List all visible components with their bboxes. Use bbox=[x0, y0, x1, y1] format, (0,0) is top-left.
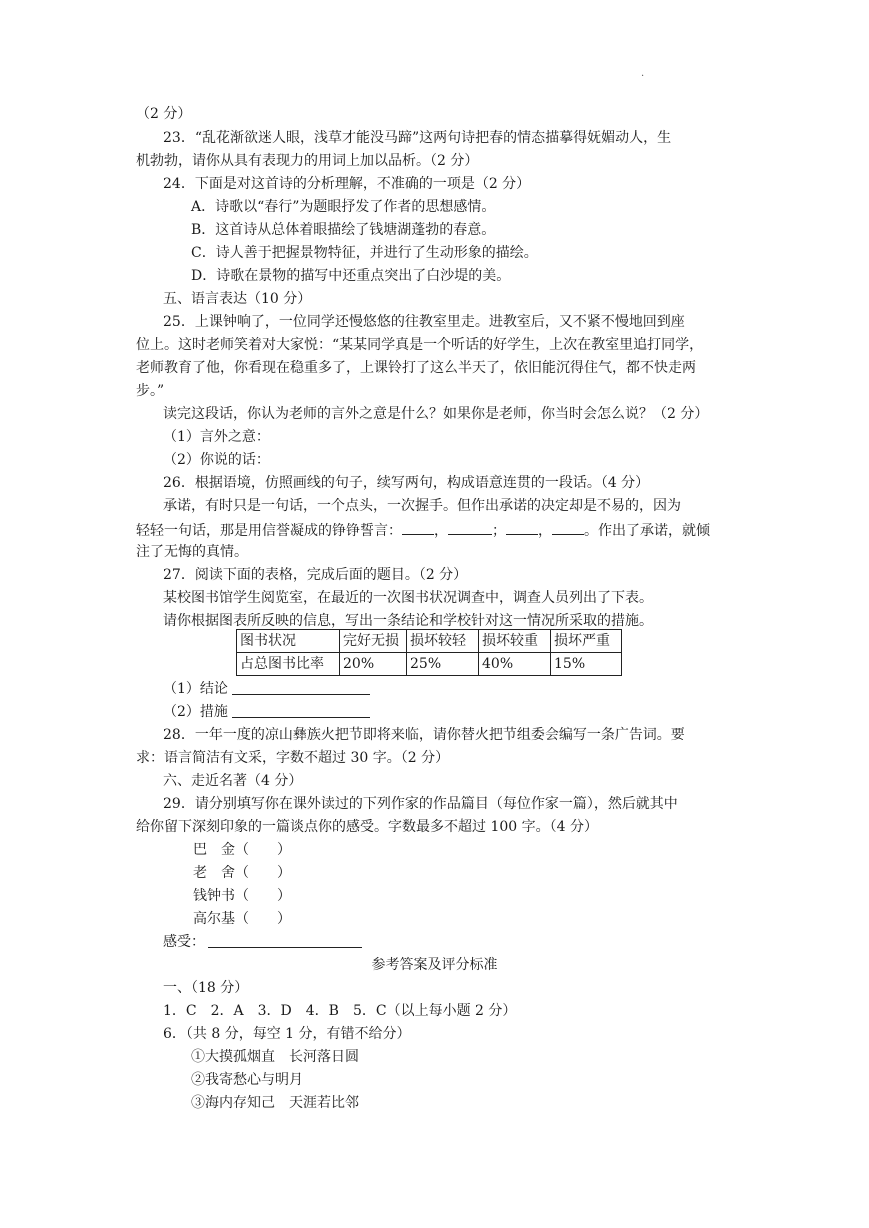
comma-2: ， bbox=[538, 523, 552, 539]
question-28-line1: 28．一年一度的凉山彝族火把节即将来临，请你替火把节组委会编写一条广告词。要 bbox=[163, 727, 685, 743]
question-23-line1: 23．“乱花渐欲迷人眼，浅草才能没马蹄”这两句诗把春的情态描摹得妩媚动人，生 bbox=[163, 130, 672, 146]
question-27: 27．阅读下面的表格，完成后面的题目。（2 分） bbox=[163, 567, 468, 583]
question-25-line2: 位上。这时老师笑着对大家悦：“某某同学真是一个听话的好学生，上次在教室里追打同学， bbox=[136, 337, 704, 353]
table-header-cell: 图书状况 bbox=[237, 630, 340, 653]
table-header-cell: 损坏较重 bbox=[479, 630, 551, 653]
answer-implied-meaning: （1）言外之意： bbox=[163, 429, 270, 445]
author-qian-zhongshu: 钱钟书（ ） bbox=[193, 888, 291, 904]
measure-answer-line[interactable] bbox=[232, 716, 370, 718]
question-29-line1: 29．请分别填写你在课外读过的下列作家的作品篇目（每位作家一篇），然后就其中 bbox=[163, 796, 678, 812]
fill-blank-4[interactable] bbox=[552, 519, 584, 535]
option-b: B．这首诗从总体着眼描绘了钱塘湖蓬勃的春意。 bbox=[191, 222, 496, 238]
table-header-cell: 损坏较轻 bbox=[407, 630, 479, 653]
question-27-prompt: 请你根据图表所反映的信息，写出一条结论和学校针对这一情况所采取的措施。 bbox=[163, 613, 653, 629]
answer-conclusion-label: （1）结论 bbox=[163, 681, 228, 697]
question-29-line2: 给你留下深刻印象的一篇谈点你的感受。字数最多不超过 100 字。（4 分） bbox=[136, 819, 598, 835]
book-status-table bbox=[236, 629, 622, 676]
score-note: （2 分） bbox=[136, 106, 192, 122]
question-26-passage-line3: 注了无悔的真情。 bbox=[136, 544, 248, 560]
conclusion-answer-line[interactable] bbox=[232, 693, 370, 695]
fill-blank-1[interactable] bbox=[402, 519, 434, 535]
table-header-cell: 损坏严重 bbox=[551, 630, 622, 653]
answer-6-item-2: ②我寄愁心与明月 bbox=[191, 1072, 303, 1088]
semicolon: ； bbox=[492, 523, 506, 539]
answer-section-1: 一、（18 分） bbox=[163, 980, 249, 996]
answer-your-words: （2）你说的话： bbox=[163, 452, 270, 468]
answer-6-item-3: ③海内存知己 天涯若比邻 bbox=[191, 1095, 359, 1111]
section-6-heading: 六、走近名著（4 分） bbox=[163, 773, 303, 789]
table-cell: 20% bbox=[340, 653, 407, 676]
answer-measure-label: （2）措施 bbox=[163, 704, 228, 720]
answer-6-item-1: ①大摸孤烟直 长河落日圆 bbox=[191, 1049, 359, 1065]
passage-text-start: 轻轻一句话，那是用信誉凝成的铮铮誓言： bbox=[136, 523, 402, 539]
option-d: D．诗歌在景物的描写中还重点突出了白沙堤的美。 bbox=[191, 268, 511, 284]
feeling-label: 感受： bbox=[163, 934, 205, 950]
answer-6-note: 6．（共 8 分，每空 1 分，有错不给分） bbox=[163, 1026, 411, 1042]
option-c: C．诗人善于把握景物特征，并进行了生动形象的描绘。 bbox=[191, 245, 538, 261]
question-26-passage-line1: 承诺，有时只是一句话，一个点头，一次握手。但作出承诺的决定却是不易的，因为 bbox=[163, 498, 681, 514]
question-26-passage-line2 bbox=[136, 519, 710, 541]
feeling-answer-line[interactable] bbox=[208, 946, 362, 948]
question-25-line1: 25．上课钟响了，一位同学还慢悠悠的往教室里走。进教室后，又不紧不慢地回到座 bbox=[163, 314, 685, 330]
question-27-context: 某校图书馆学生阅览室，在最近的一次图书状况调查中，调查人员列出了下表。 bbox=[163, 590, 653, 606]
question-23-line2: 机勃勃，请你从具有表现力的用词上加以品析。（2 分） bbox=[136, 153, 479, 169]
author-lao-she: 老 舍（ ） bbox=[193, 865, 291, 881]
author-ba-jin: 巴 金（ ） bbox=[193, 842, 291, 858]
section-5-heading: 五、语言表达（10 分） bbox=[163, 291, 312, 307]
author-gorky: 高尔基（ ） bbox=[193, 911, 291, 927]
fill-blank-2[interactable] bbox=[448, 519, 492, 535]
header-dot: . bbox=[641, 68, 645, 79]
table-cell: 40% bbox=[479, 653, 551, 676]
answers-1-to-5: 1．C 2．A 3．D 4．B 5．C（以上每小题 2 分） bbox=[163, 1003, 517, 1019]
table-row bbox=[237, 653, 622, 676]
question-24: 24．下面是对这首诗的分析理解，不准确的一项是（2 分） bbox=[163, 176, 531, 192]
question-26: 26．根据语境，仿照画线的句子，续写两句，构成语意连贯的一段话。（4 分） bbox=[163, 475, 650, 491]
table-header-row bbox=[237, 630, 622, 653]
table-cell: 占总图书比率 bbox=[237, 653, 340, 676]
answer-key-title: 参考答案及评分标准 bbox=[371, 957, 498, 973]
question-25-line4: 步。” bbox=[136, 383, 165, 399]
comma-1: ， bbox=[434, 523, 448, 539]
table-cell: 25% bbox=[407, 653, 479, 676]
table-header-cell: 完好无损 bbox=[340, 630, 407, 653]
table-cell: 15% bbox=[551, 653, 622, 676]
option-a: A．诗歌以“春行”为题眼抒发了作者的思想感情。 bbox=[191, 199, 496, 215]
question-28-line2: 求：语言简洁有文采，字数不超过 30 字。（2 分） bbox=[136, 750, 450, 766]
question-25-prompt: 读完这段话，你认为老师的言外之意是什么？如果你是老师，你当时会怎么说？（2 分） bbox=[163, 406, 709, 422]
fill-blank-3[interactable] bbox=[506, 519, 538, 535]
passage-text-end: 。作出了承诺，就倾 bbox=[584, 523, 710, 539]
question-25-line3: 老师教育了他，你看现在稳重多了，上课铃打了这么半天了，依旧能沉得住气，都不快走两 bbox=[136, 360, 696, 376]
